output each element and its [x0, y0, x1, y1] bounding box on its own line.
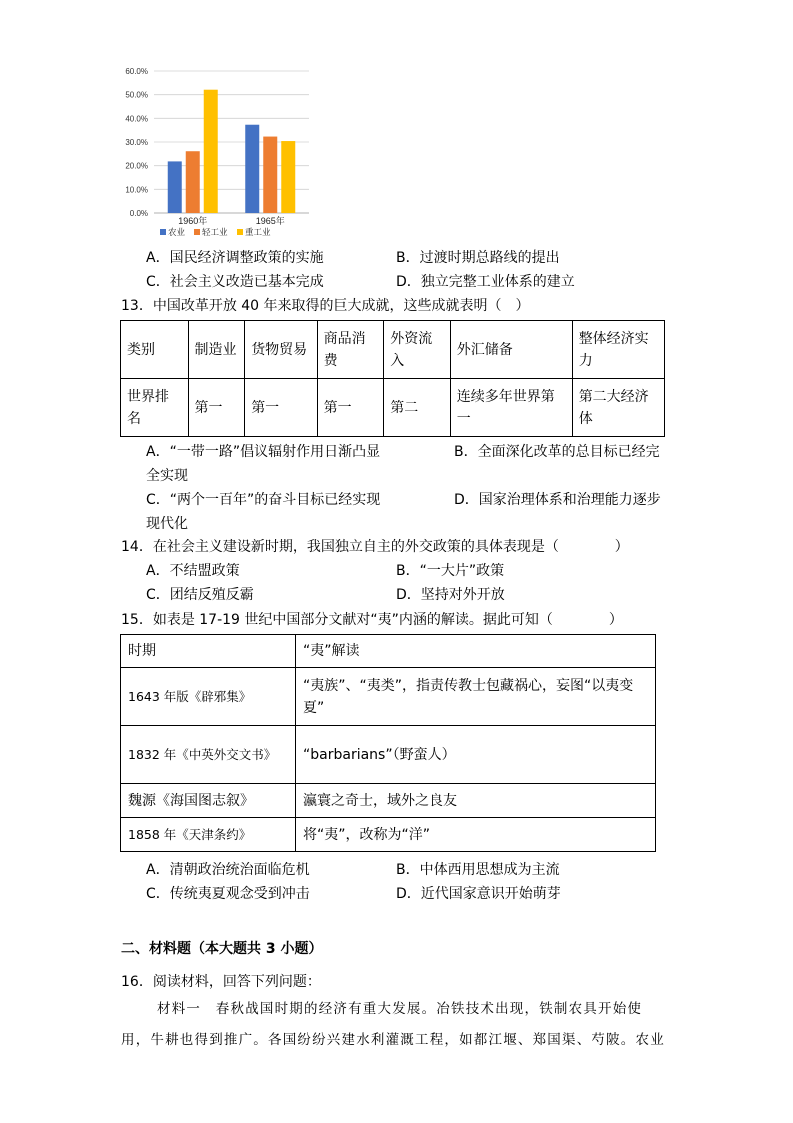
y-tick-label: 20.0% [125, 161, 148, 171]
q15-table-row [121, 818, 656, 852]
legend-label: 轻工业 [202, 227, 228, 237]
q13-option-c-text[interactable]: C．“两个一百年”的奋斗目标已经实现 [146, 492, 381, 508]
y-tick-label: 50.0% [125, 90, 148, 100]
y-tick-label: 10.0% [125, 185, 148, 195]
bar [186, 151, 200, 213]
q13-header-cell: 外资流入 [384, 321, 451, 379]
q13-header-cell: 商品消费 [317, 321, 384, 379]
y-tick-label: 40.0% [125, 114, 148, 124]
q12-option-c[interactable]: C．社会主义改造已基本完成 [146, 274, 324, 290]
q13-header-cell: 货物贸易 [245, 321, 317, 379]
q15-row-cell: “barbarians”（野蛮人） [296, 726, 656, 784]
q15-option-d[interactable]: D．近代国家意识开始萌芽 [396, 886, 561, 902]
q15-table-row [121, 726, 656, 784]
q13-row-cell: 连续多年世界第一 [450, 379, 572, 437]
q13-row-cell: 第二大经济体 [572, 379, 664, 437]
bar [263, 137, 277, 213]
q14-option-c[interactable]: C．团结反殖反霸 [146, 587, 254, 603]
q12-option-a[interactable]: A．国民经济调整政策的实施 [146, 250, 324, 266]
bar [281, 141, 295, 213]
q15-row-cell: “夷族”、“夷类”，指责传教士包藏祸心，妄图“以夷变夏” [296, 668, 656, 726]
q15-table [120, 634, 656, 852]
y-axis-tick-labels [125, 67, 148, 218]
q13-option-b-text[interactable]: B．全面深化改革的总目标已经完全实现 [146, 444, 660, 484]
x-category-label: 1965年 [255, 216, 285, 226]
q13-stem: 13．中国改革开放 40 年来取得的巨大成就，这些成就表明（ ） [121, 298, 530, 314]
q13-header-cell: 整体经济实力 [572, 321, 664, 379]
legend-swatch [194, 229, 200, 235]
q13-option-b[interactable] [146, 440, 664, 488]
legend-swatch [237, 229, 243, 235]
q15-row-cell: 将“夷”，改称为“洋” [296, 818, 656, 852]
q15-row-cell: 瀛寰之奇士，域外之良友 [296, 784, 656, 818]
chart-bars [168, 90, 296, 213]
q16-stem: 16．阅读材料，回答下列问题： [121, 974, 321, 990]
bar [168, 161, 182, 213]
q15-header-cell: 时期 [121, 635, 296, 668]
q12-option-d[interactable]: D．独立完整工业体系的建立 [396, 274, 575, 290]
q15-row-cell: 1858 年《天津条约》 [121, 818, 296, 852]
q13-header-cell: 制造业 [188, 321, 245, 379]
legend-label: 农业 [168, 227, 186, 237]
q14-option-d[interactable]: D．坚持对外开放 [396, 587, 505, 603]
q12-option-b[interactable]: B．过渡时期总路线的提出 [396, 250, 560, 266]
q13-header-cell: 类别 [121, 321, 189, 379]
q15-stem: 15．如表是 17-19 世纪中国部分文献对“夷”内涵的解读。据此可知（ ） [121, 612, 623, 628]
q16-material: 材料一 春秋战国时期的经济有重大发展。冶铁技术出现，铁制农具开始使用，牛耕也得到推广。各国纷纷兴建水利灌溉工程，如都江堰、郑国渠、芍陂。农业 [121, 1001, 665, 1048]
q15-table-header-row [121, 635, 656, 668]
q15-option-c[interactable]: C．传统夷夏观念受到冲击 [146, 886, 310, 902]
bar-chart [112, 60, 317, 246]
legend-swatch [160, 229, 166, 235]
q15-header-cell: “夷”解读 [296, 635, 656, 668]
q13-row-cell: 第一 [188, 379, 245, 437]
q13-table-row [121, 379, 665, 437]
q13-row-cell: 第二 [384, 379, 451, 437]
chart-legend [160, 227, 271, 237]
q15-row-cell: 1832 年《中英外交文书》 [121, 726, 296, 784]
x-axis-category-labels [178, 215, 285, 226]
q13-row-cell: 第一 [245, 379, 317, 437]
q14-option-b[interactable]: B．“一大片”政策 [396, 563, 505, 579]
q13-header-cell: 外汇储备 [450, 321, 572, 379]
q15-row-cell: 1643 年版《辟邪集》 [121, 668, 296, 726]
bar [245, 125, 259, 213]
q13-row-cell: 第一 [317, 379, 384, 437]
q13-table-header-row [121, 321, 665, 379]
section-title: 二、材料题（本大题共 3 小题） [121, 941, 323, 957]
q13-option-a-text[interactable]: A．“一带一路”倡议辐射作用日渐凸显 [146, 444, 381, 460]
q13-option-d-text[interactable]: D．国家治理体系和治理能力逐步现代化 [146, 492, 661, 532]
q15-row-cell: 魏源《海国图志叙》 [121, 784, 296, 818]
legend-label: 重工业 [245, 227, 271, 237]
q15-table-row [121, 668, 656, 726]
q14-stem: 14．在社会主义建设新时期，我国独立自主的外交政策的具体表现是（ ） [121, 539, 629, 555]
q15-option-b[interactable]: B．中体西用思想成为主流 [396, 862, 560, 878]
x-category-label: 1960年 [178, 216, 208, 226]
q14-option-a[interactable]: A．不结盟政策 [146, 563, 240, 579]
q13-row-cell: 世界排名 [121, 379, 189, 437]
q13-table [120, 320, 665, 437]
y-tick-label: 0.0% [129, 209, 148, 218]
q15-option-a[interactable]: A．清朝政治统治面临危机 [146, 862, 310, 878]
bar [204, 90, 218, 213]
y-tick-label: 60.0% [125, 67, 148, 76]
q13-option-d[interactable] [146, 488, 664, 536]
y-tick-label: 30.0% [125, 138, 148, 147]
q15-table-row [121, 784, 656, 818]
